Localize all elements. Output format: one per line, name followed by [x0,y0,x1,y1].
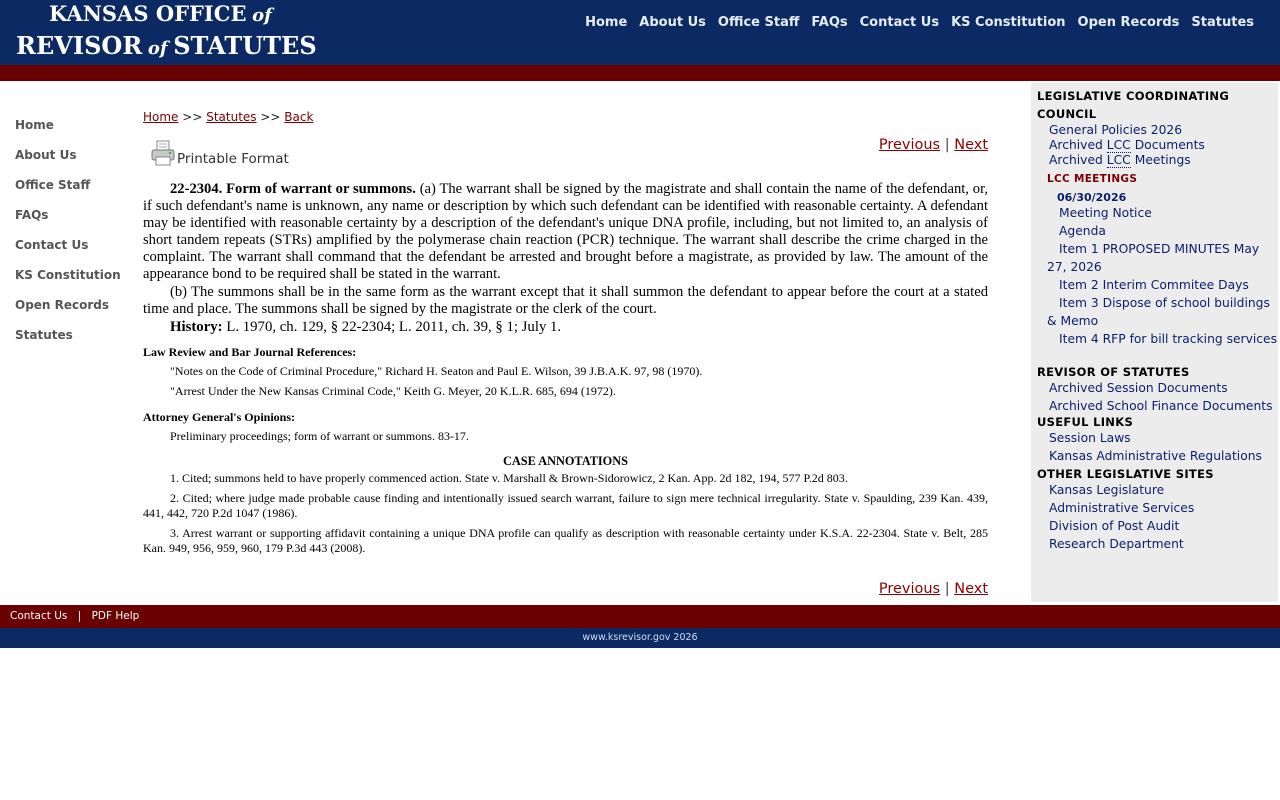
toolbar-row [143,136,988,180]
session-laws-link[interactable]: Session Laws [1049,431,1131,445]
lcc-abbr: LCC [1106,153,1131,167]
administrative-services-link[interactable]: Administrative Services [1049,501,1195,515]
left-nav [15,118,135,358]
meetings-text: Meetings [1134,153,1191,167]
logo-line1: KANSAS OFFICE [49,1,247,26]
lcc-heading-2: COUNCIL [1037,107,1097,121]
leftnav-contact-us[interactable]: Contact Us [15,238,89,252]
useful-links-heading: USEFUL LINKS [1037,415,1134,429]
item-2-link[interactable]: Item 2 Interim Commitee Days [1059,278,1249,292]
kansas-legislature-link[interactable]: Kansas Legislature [1049,483,1165,497]
logo-revisor: REVISOR [16,31,143,60]
statute-heading: 22-2304. Form of warrant or summons. [170,181,416,197]
topnav-contact-us[interactable]: Contact Us [859,15,940,30]
history-label: History: [170,318,223,335]
archived-lcc-documents-link[interactable] [1031,138,1278,153]
breadcrumb-statutes[interactable]: Statutes [206,110,257,124]
law-review-item: "Notes on the Code of Criminal Procedure," Richard H. Seaton and Paul E. Wilson, 39 J.B.A.K. 97, 98 (1970). [170,363,703,378]
logo-statutes: STATUTES [173,31,317,60]
topnav-about-us[interactable]: About Us [639,15,706,30]
leftnav-ks-constitution[interactable]: KS Constitution [15,268,121,282]
law-review-item: "Arrest Under the New Kansas Criminal Code," Keith G. Meyer, 20 K.L.R. 685, 694 (1972). [170,383,616,398]
logo-of-1: of [252,5,272,26]
item-4-link[interactable]: Item 4 RFP for bill tracking services [1059,332,1278,346]
history-text: L. 1970, ch. 129, § 22-2304; L. 2011, ch. 39, § 1; July 1. [226,318,562,335]
logo-of-2: of [147,38,168,59]
leftnav-office-staff[interactable]: Office Staff [15,178,91,192]
breadcrumb-sep: >> [260,110,281,124]
site-header [0,0,1280,65]
archived-session-documents-link[interactable]: Archived Session Documents [1049,381,1228,395]
topnav-open-records[interactable]: Open Records [1077,15,1180,30]
footer-copyright: www.ksrevisor.gov 2026 [0,628,1280,648]
revisor-of-statutes-heading: REVISOR OF STATUTES [1037,365,1190,379]
topnav-statutes[interactable]: Statutes [1191,15,1254,30]
pager-bottom [879,581,988,597]
topnav-home[interactable]: Home [585,15,628,30]
footer-contact-us[interactable]: Contact Us [10,610,68,622]
leftnav-faqs[interactable]: FAQs [15,208,49,222]
case-annotation: 3. Arrest warrant or supporting affidavit containing a unique DNA profile can qualify as description with reasonable certainty under K.S.A. 22-2304. State v. Belt, 285 Kan. 949, 956, 959, 960, 179 P.3d 443 (2008). [143,526,988,555]
topnav-ks-constitution[interactable]: KS Constitution [951,15,1066,30]
agenda-link[interactable]: Agenda [1059,224,1106,238]
printable-format-link[interactable] [151,140,289,170]
statute-text [143,181,988,336]
division-of-post-audit-link[interactable]: Division of Post Audit [1049,519,1180,533]
pager-sep: | [944,137,950,153]
ag-opinion-item: Preliminary proceedings; form of warrant or summons. 83-17. [170,428,469,443]
pager-sep: | [944,581,950,597]
documents-text: Documents [1134,138,1205,152]
kansas-admin-regulations-link[interactable]: Kansas Administrative Regulations [1049,449,1262,463]
previous-link[interactable]: Previous [878,137,941,153]
lcc-abbr: LCC [1106,138,1131,152]
statute-history [143,319,988,336]
footer-links-bar [0,605,1280,628]
next-link[interactable]: Next [954,137,988,153]
law-review-heading: Law Review and Bar Journal References: [143,344,357,359]
meeting-notice-link[interactable]: Meeting Notice [1059,206,1152,220]
leftnav-home[interactable]: Home [15,118,54,132]
top-nav [579,15,1260,30]
general-policies-link[interactable]: General Policies 2026 [1049,123,1183,137]
topnav-office-staff[interactable]: Office Staff [717,15,800,30]
archived-school-finance-link[interactable]: Archived School Finance Documents [1049,399,1273,413]
statute-para-a [143,181,988,284]
printer-icon [151,140,175,170]
case-annotation: 1. Cited; summons held to have properly commenced action. State v. Marshall & Brown-Sidorowicz, 2 Kan. App. 2d 182, 194, 577 P.2d 803. [170,470,848,485]
pager-top [879,137,988,153]
breadcrumb-sep: >> [182,110,203,124]
archived-lcc-meetings-link[interactable] [1031,153,1278,168]
footer-pdf-help[interactable]: PDF Help [91,610,140,622]
archived-text: Archived [1049,138,1103,152]
previous-link-bottom[interactable]: Previous [878,581,941,597]
research-department-link[interactable]: Research Department [1049,537,1184,551]
right-sidebar [1031,83,1278,602]
breadcrumb-back[interactable]: Back [284,110,314,124]
next-link-bottom[interactable]: Next [954,581,988,597]
case-annotation: 2. Cited; where judge made probable cause finding and intentionally issued search warrant, failure to sign mere technical irregularity. State v. Spaulding, 239 Kan. 439, 441, 442, 720 P.2d 1047 (1986). [143,491,988,520]
printable-format-label: Printable Format [177,151,289,167]
breadcrumb [143,110,988,124]
footer-sep: | [77,610,82,622]
meeting-date: 06/30/2026 [1057,191,1127,204]
topnav-faqs[interactable]: FAQs [811,15,848,30]
ag-opinions-heading: Attorney General's Opinions: [143,409,295,424]
lcc-heading: LEGISLATIVE COORDINATING [1037,89,1230,103]
references [143,345,988,556]
header-divider-bar [0,65,1280,81]
leftnav-about-us[interactable]: About Us [15,148,77,162]
main-content [143,110,988,555]
item-3-link[interactable]: Item 3 Dispose of school buildings & Memo [1047,296,1270,328]
lcc-meetings-heading: LCC MEETINGS [1047,173,1138,185]
statute-para-a-text: (a) The warrant shall be signed by the magistrate and shall contain the name of the defendant, or, if such defendant's name is unknown, any name or description by which such defendant can be identified with reasonable certainty. A defendant may be identified with reasonable certainty by a description of the defendant's unique DNA profile, including, but not limited to, an analysis of short tandem repeats (STRs) amplified by the polymerase chain reaction (PCR) technique. The warrant shall describe the crime charged in the complaint. The warrant shall command that the defendant be arrested and brought before a magistrate, as provided by law. The amount of the appearance bond to be required shall be stated in the warrant. [143,181,988,283]
leftnav-open-records[interactable]: Open Records [15,298,110,312]
archived-text: Archived [1049,153,1103,167]
other-legislative-sites-heading: OTHER LEGISLATIVE SITES [1037,467,1214,481]
item-1-link[interactable]: Item 1 PROPOSED MINUTES May 27, 2026 [1047,242,1260,274]
case-annotations-heading: CASE ANNOTATIONS [503,453,628,468]
statute-para-b: (b) The summons shall be in the same form as the warrant except that it shall summon the defendant to appear before the court at a stated time and place. The summons shall be signed by the magistrate or the clerk of the court. [143,283,988,317]
leftnav-statutes[interactable]: Statutes [15,328,73,342]
breadcrumb-home[interactable]: Home [143,110,179,124]
